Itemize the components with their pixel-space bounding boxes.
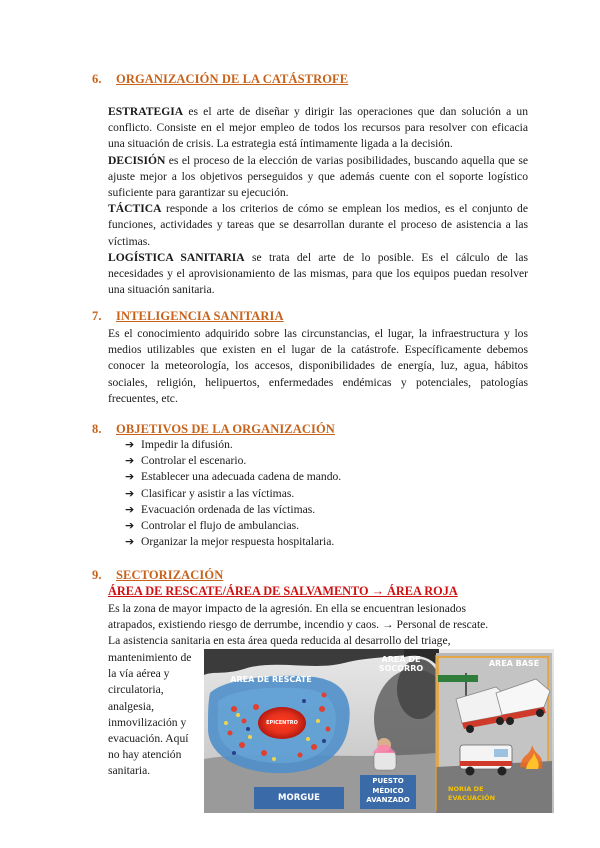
section-number: 7. <box>92 309 102 323</box>
area-base-label: AREA BASE <box>488 659 540 668</box>
puesto-medico-label: PUESTO MÉDICO AVANZADO <box>366 777 410 804</box>
area-roja-subtitle: ÁREA DE RESCATE/ÁREA DE SALVAMENTO → ÁREA ROJA <box>108 584 458 598</box>
list-item: ➔ Impedir la difusión. <box>125 437 341 453</box>
arrow-icon: ➔ <box>125 535 135 549</box>
section-number: 9. <box>92 568 102 582</box>
morgue-label: MORGUE <box>278 793 320 803</box>
sectorizacion-paragraph: Es la zona de mayor impacto de la agresión. En ella se encuentran lesionados atrapados, existiendo riesgo de derrumbe, incendio y caos. → Personal de rescate. La asistencia sanitaria en esta área queda reducida al desarrollo del triage, <box>108 602 489 648</box>
definition-tactica: TÁCTICA responde a los criterios de cómo se emplean los medios, es el conjunto de funciones, actividades y tareas que se desarrollan durante el proceso de asistencia a las víctimas. <box>108 202 528 248</box>
section-title: SECTORIZACIÓN <box>116 568 224 582</box>
definition-logistica: LOGÍSTICA SANITARIA se trata del arte de lo posible. Es el cálculo de las necesidades y el aprovisionamiento de las mismas, para que los equipos puedan resolver una situación sanitaria. <box>108 250 528 297</box>
section-number: 8. <box>92 422 102 436</box>
section-6-heading <box>92 72 348 87</box>
section-9-heading <box>92 568 223 583</box>
arrow-icon: ➔ <box>125 519 135 533</box>
definition-estrategia: ESTRATEGIA es el arte de diseñar y dirigir las operaciones que dan solución a un conflicto. Consiste en el mejor empleo de todos los recursos para resolver con eficacia una situación de crisis. La estrategia está íntimamente ligada a la decisión. <box>108 105 528 151</box>
list-item: ➔ Controlar el flujo de ambulancias. <box>125 518 341 534</box>
section-number: 6. <box>92 72 102 86</box>
list-item: ➔ Evacuación ordenada de las víctimas. <box>125 502 341 518</box>
list-item: ➔ Controlar el escenario. <box>125 453 341 469</box>
sectorization-figure <box>204 649 554 813</box>
epicentro-label: EPICENTRO <box>266 720 298 726</box>
strategy-paragraphs <box>108 104 528 298</box>
arrow-icon: ➔ <box>125 502 135 516</box>
arrow-icon: ➔ <box>125 454 135 468</box>
section-8-heading <box>92 422 335 437</box>
arrow-icon: ➔ <box>125 438 135 451</box>
definition-decision: DECISIÓN es el proceso de la elección de varias posibilidades, buscando aquella que se ajuste mejor a los objetivos perseguidos y que además cuente con el soporte logístico suficiente para garantizar su ejecución. <box>108 153 528 200</box>
section-title: OBJETIVOS DE LA ORGANIZACIÓN <box>116 422 335 436</box>
noria-evacuacion-label: NORIA DE EVACUACIÓN <box>448 785 496 802</box>
section-title: ORGANIZACIÓN DE LA CATÁSTROFE <box>116 72 349 86</box>
list-item: ➔ Establecer una adecuada cadena de mando. <box>125 469 341 485</box>
area-rescate-label: AREA DE RESCATE <box>230 675 312 684</box>
area-socorro-label: AREA DE SOCORRO <box>378 655 424 673</box>
objectives-list <box>125 437 341 550</box>
inteligencia-paragraph: Es el conocimiento adquirido sobre las circunstancias, el lugar, la infraestructura y los medios utilizables que existen en el lugar de la catástrofe. Específicamente debemos conocer la meteorología, los accesos, disponibilidades de energía, luz, agua, hábitos sociales, religión, helipuertos, enfermedades endémicas y potenciales, patologías frecuentes, etc. <box>108 327 528 405</box>
arrow-icon: ➔ <box>125 486 135 500</box>
section-title: INTELIGENCIA SANITARIA <box>116 309 284 323</box>
arrow-icon: ➔ <box>125 470 135 484</box>
list-item: ➔ Organizar la mejor respuesta hospitalaria. <box>125 534 341 550</box>
list-item: ➔ Clasificar y asistir a las víctimas. <box>125 486 341 502</box>
section-7-heading <box>92 309 284 324</box>
sectorizacion-side-text: mantenimiento de la vía aérea y circulatoria, analgesia, inmovilización y evacuación. Aquí no hay atención sanitaria. <box>108 651 192 778</box>
